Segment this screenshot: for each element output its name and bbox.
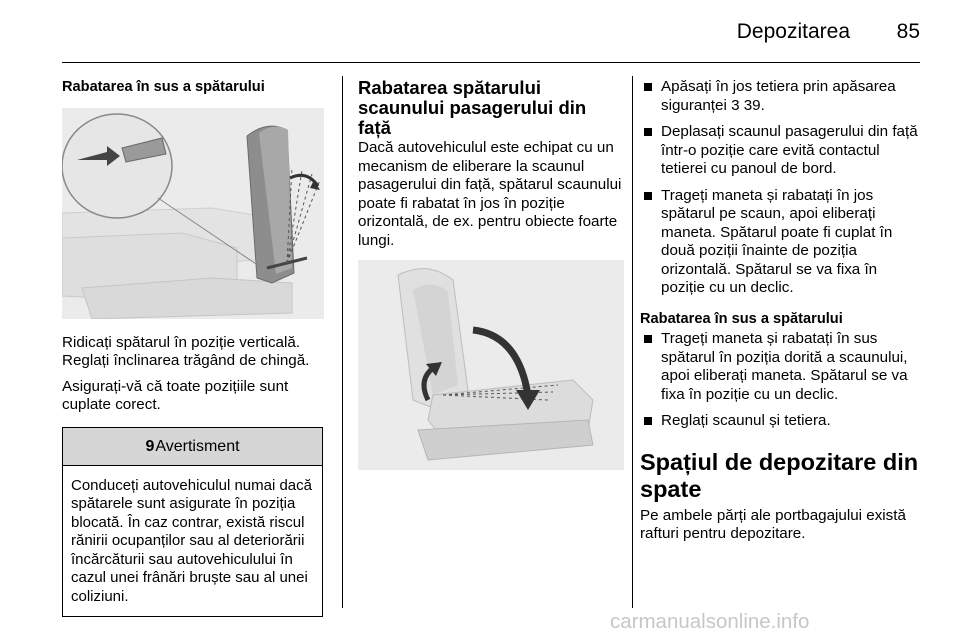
paragraph: Dacă autovehiculul este echipat cu un mecanism de eliberare la scaunul pasagerului din față, spătarul scaunului poate fi rabatat în jos în poziție orizontală, de ex. pentru obiecte foarte lungi.: [358, 139, 622, 249]
column-right: [640, 78, 922, 551]
warning-box: [62, 427, 323, 618]
section-heading: Spațiul de depozitare din spate: [640, 448, 919, 502]
warning-icon: 9: [145, 437, 155, 455]
list-item: [640, 412, 922, 431]
column-divider: [342, 76, 343, 608]
front-seat-drawing: [358, 260, 624, 470]
warning-body: Conduceți autovehiculul numai dacă spătarele sunt asigurate în poziția blocată. În caz contrar, există riscul rănirii ocupanților sau al deteriorării încărcăturii sau autovehiculului în cazul unei frânări bruște sau al unei coliziuni.: [71, 476, 312, 605]
bullet-icon: [644, 128, 652, 136]
list-item: [640, 330, 922, 404]
column-middle: [358, 78, 624, 470]
rear-seat-drawing: [62, 108, 324, 319]
list-item: [640, 187, 922, 298]
list-item-text: Trageți maneta și rabatați în sus spătarul în poziția dorită a scaunului, apoi eliberați maneta. Spătarul se va fixa în poziție cu un declic.: [661, 330, 908, 403]
page-header: [62, 0, 920, 63]
paragraph: Ridicați spătarul în poziție verticală. Reglați înclinarea trăgând de chingă.: [62, 333, 310, 369]
front-seat-illustration: [358, 260, 624, 470]
bullet-icon: [644, 83, 652, 91]
subheading: Rabatarea în sus a spătarului: [62, 79, 265, 95]
column-left: [62, 78, 324, 617]
subheading: Rabatarea în sus a spătarului: [640, 310, 843, 327]
list-item-text: Trageți maneta și rabatați în jos spătarul pe scaun, apoi eliberați maneta. Spătarul poate fi cuplat în două poziții înainte de poziția orizontală. Spătarul se va fixa în poziție cu un declic.: [661, 186, 893, 296]
list-item-text: Apăsați în jos tetiera prin apăsarea siguranței 3 39.: [661, 78, 896, 114]
rear-seat-illustration: [62, 108, 324, 319]
section-heading: Rabatarea spătarului scaunului pasagerului din față: [358, 77, 587, 138]
paragraph: Asigurați-vă că toate pozițiile sunt cuplate corect.: [62, 377, 289, 413]
list-item: [640, 123, 922, 179]
bullet-icon: [644, 417, 652, 425]
watermark: carmanualsonline.info: [610, 610, 810, 633]
page-title: Depozitarea: [736, 20, 850, 43]
warning-title: Avertisment: [155, 437, 240, 455]
instruction-list: [640, 330, 922, 431]
list-item-text: Reglați scaunul și tetiera.: [661, 412, 831, 429]
column-divider: [632, 76, 633, 608]
list-item-text: Deplasați scaunul pasagerului din față într-o poziție care evită contactul tetierei cu panoul de bord.: [661, 123, 918, 177]
page-number: 85: [896, 20, 920, 43]
paragraph: Pe ambele părți ale portbagajului există rafturi pentru depozitare.: [640, 506, 906, 542]
instruction-list: [640, 78, 922, 298]
bullet-icon: [644, 335, 652, 343]
list-item: [640, 78, 922, 115]
bullet-icon: [644, 192, 652, 200]
warning-header: [63, 428, 322, 466]
